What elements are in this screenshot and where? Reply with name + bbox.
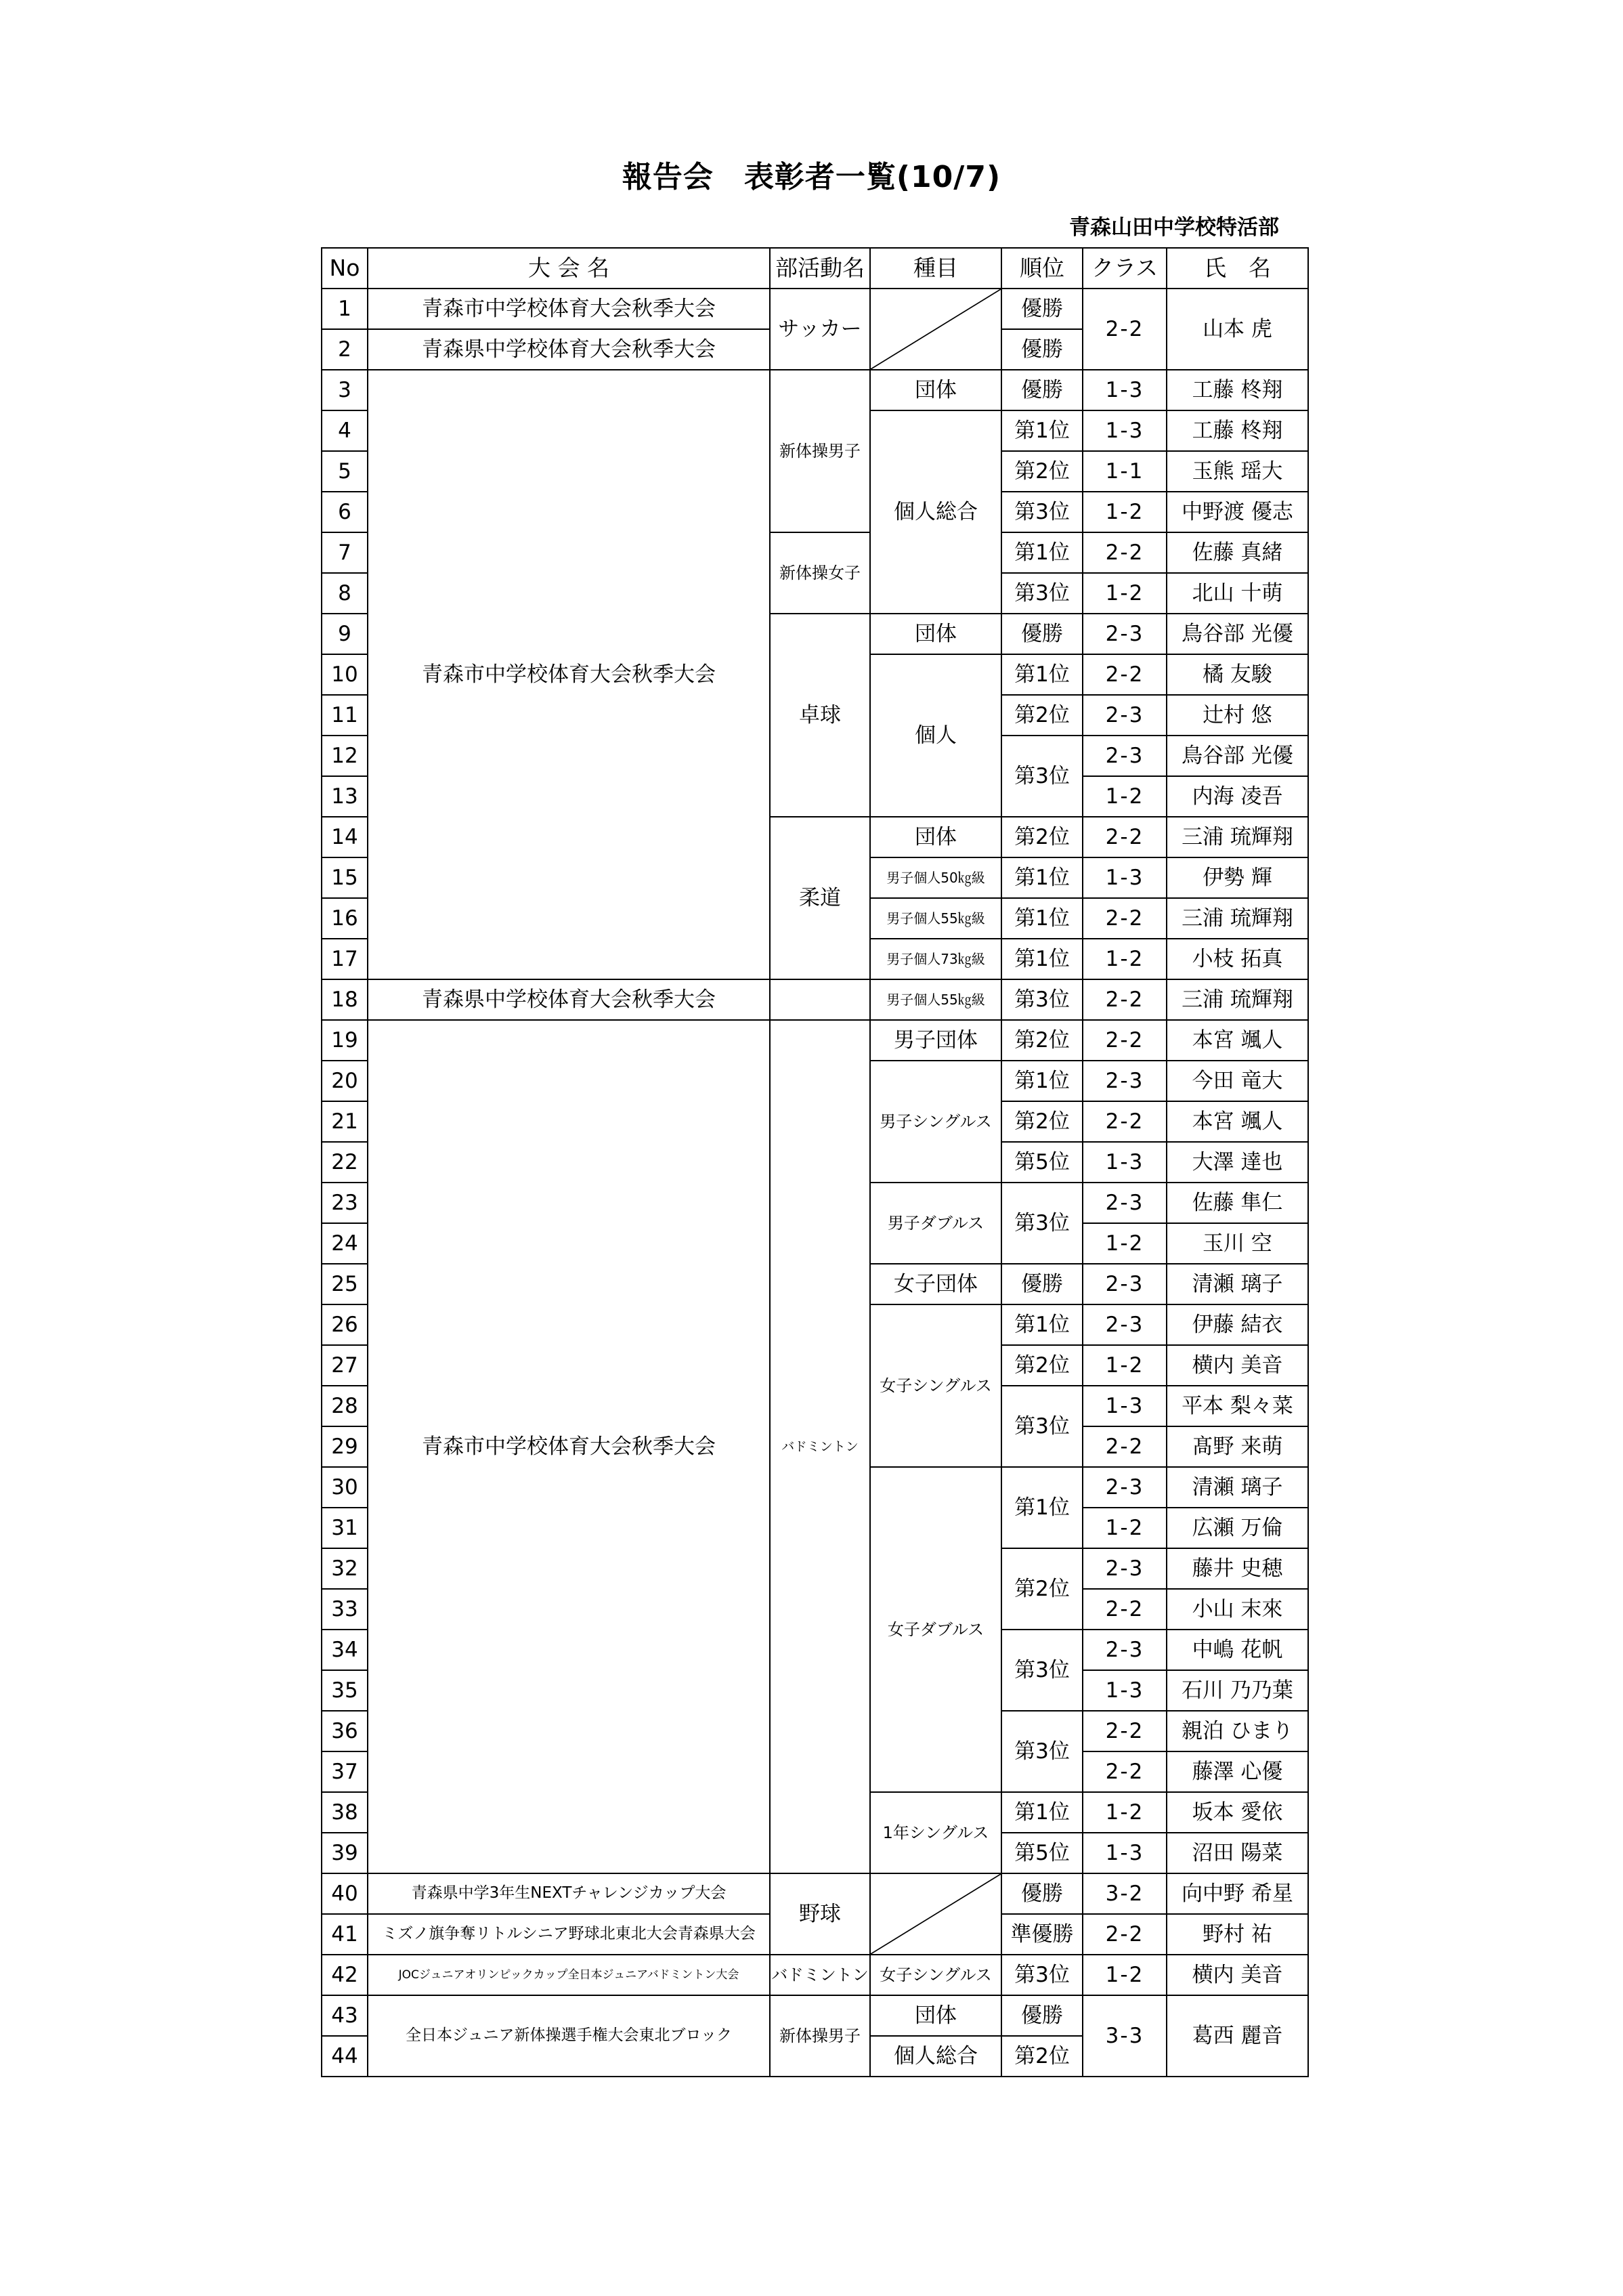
row-number: 25 xyxy=(322,1264,368,1304)
student-name: 向中野 希星 xyxy=(1167,1873,1308,1914)
class: 2-2 xyxy=(1083,1751,1167,1792)
row-number: 13 xyxy=(322,776,368,817)
header-competition: 大 会 名 xyxy=(368,248,770,289)
student-name: 野村 祐 xyxy=(1167,1914,1308,1955)
rank: 第2位 xyxy=(1001,1548,1083,1630)
student-name: 清瀬 璃子 xyxy=(1167,1264,1308,1304)
row-number: 26 xyxy=(322,1304,368,1345)
rank: 第2位 xyxy=(1001,1020,1083,1061)
header-club: 部活動名 xyxy=(770,248,870,289)
student-name: 工藤 柊翔 xyxy=(1167,370,1308,410)
row-number: 43 xyxy=(322,1995,368,2036)
row-number: 7 xyxy=(322,532,368,573)
row-number: 44 xyxy=(322,2036,368,2077)
class: 1-3 xyxy=(1083,1670,1167,1711)
rank: 準優勝 xyxy=(1001,1914,1083,1955)
class: 2-2 xyxy=(1083,289,1167,370)
student-name: 辻村 悠 xyxy=(1167,695,1308,736)
class: 2-3 xyxy=(1083,1304,1167,1345)
club-name: サッカー xyxy=(770,289,870,370)
event-name: 団体 xyxy=(870,1995,1001,2036)
table-row xyxy=(322,979,1308,1020)
row-number: 5 xyxy=(322,451,368,492)
class: 2-3 xyxy=(1083,1548,1167,1589)
student-name: 広瀬 万倫 xyxy=(1167,1508,1308,1548)
row-number: 14 xyxy=(322,817,368,857)
student-name: 伊藤 結衣 xyxy=(1167,1304,1308,1345)
event-name: 個人 xyxy=(870,654,1001,817)
header-row xyxy=(322,248,1308,289)
table-row xyxy=(322,289,1308,329)
class: 2-3 xyxy=(1083,614,1167,654)
rank: 優勝 xyxy=(1001,1995,1083,2036)
student-name: 玉熊 瑶大 xyxy=(1167,451,1308,492)
club-name: 新体操女子 xyxy=(770,532,870,614)
student-name: 小山 末來 xyxy=(1167,1589,1308,1630)
page-title: 報告会 表彰者一覧(10/7) xyxy=(622,160,1001,194)
event-name: 団体 xyxy=(870,817,1001,857)
class: 2-2 xyxy=(1083,1589,1167,1630)
class: 1-3 xyxy=(1083,857,1167,898)
class: 1-2 xyxy=(1083,1955,1167,1995)
rank: 第1位 xyxy=(1001,1467,1083,1548)
row-number: 28 xyxy=(322,1386,368,1426)
class: 2-2 xyxy=(1083,1914,1167,1955)
class: 1-2 xyxy=(1083,573,1167,614)
competition-name: 全日本ジュニア新体操選手権大会東北ブロック xyxy=(368,1995,770,2077)
class: 1-2 xyxy=(1083,1345,1167,1386)
club-name: 新体操男子 xyxy=(770,1995,870,2077)
club-name: 卓球 xyxy=(770,614,870,817)
student-name: 北山 十萌 xyxy=(1167,573,1308,614)
rank: 優勝 xyxy=(1001,1873,1083,1914)
event-name: 女子団体 xyxy=(870,1264,1001,1304)
table-row xyxy=(322,1955,1308,1995)
student-name: 髙野 来萌 xyxy=(1167,1426,1308,1467)
event-name: 男子ダブルス xyxy=(870,1183,1001,1264)
diagonal-slash xyxy=(871,1874,1001,1954)
rank: 第1位 xyxy=(1001,1061,1083,1101)
header-rank: 順位 xyxy=(1001,248,1083,289)
row-number: 42 xyxy=(322,1955,368,1995)
rank: 優勝 xyxy=(1001,289,1083,329)
rank: 第3位 xyxy=(1001,1630,1083,1711)
event-name: 女子シングルス xyxy=(870,1304,1001,1467)
student-name: 藤澤 心優 xyxy=(1167,1751,1308,1792)
class: 2-3 xyxy=(1083,1630,1167,1670)
student-name: 三浦 琉輝翔 xyxy=(1167,898,1308,939)
awards-table xyxy=(321,247,1309,2077)
student-name: 橘 友駿 xyxy=(1167,654,1308,695)
club-name: バドミントン xyxy=(770,1955,870,1995)
class: 3-3 xyxy=(1083,1995,1167,2077)
class: 2-3 xyxy=(1083,1467,1167,1508)
class: 3-2 xyxy=(1083,1873,1167,1914)
event-name: 団体 xyxy=(870,370,1001,410)
row-number: 19 xyxy=(322,1020,368,1061)
student-name: 大澤 達也 xyxy=(1167,1142,1308,1183)
rank: 第1位 xyxy=(1001,532,1083,573)
row-number: 6 xyxy=(322,492,368,532)
rank: 第1位 xyxy=(1001,1304,1083,1345)
club-name: バドミントン xyxy=(770,1020,870,1873)
rank: 第1位 xyxy=(1001,654,1083,695)
row-number: 1 xyxy=(322,289,368,329)
student-name: 伊勢 輝 xyxy=(1167,857,1308,898)
row-number: 2 xyxy=(322,329,368,370)
event-none-slash xyxy=(870,289,1001,370)
student-name: 沼田 陽菜 xyxy=(1167,1833,1308,1873)
event-name: 男子団体 xyxy=(870,1020,1001,1061)
event-name: 男子個人55㎏級 xyxy=(870,898,1001,939)
class: 1-2 xyxy=(1083,939,1167,979)
class: 2-3 xyxy=(1083,1183,1167,1223)
table-row xyxy=(322,370,1308,410)
rank: 第1位 xyxy=(1001,939,1083,979)
class: 2-3 xyxy=(1083,1061,1167,1101)
header-class: クラス xyxy=(1083,248,1167,289)
rank: 第1位 xyxy=(1001,857,1083,898)
class: 2-2 xyxy=(1083,817,1167,857)
rank: 優勝 xyxy=(1001,329,1083,370)
row-number: 41 xyxy=(322,1914,368,1955)
rank: 第5位 xyxy=(1001,1833,1083,1873)
class: 2-2 xyxy=(1083,532,1167,573)
student-name: 中野渡 優志 xyxy=(1167,492,1308,532)
row-number: 18 xyxy=(322,979,368,1020)
club-name: 新体操男子 xyxy=(770,370,870,532)
row-number: 36 xyxy=(322,1711,368,1751)
club-name: 柔道 xyxy=(770,817,870,979)
event-name: 女子ダブルス xyxy=(870,1467,1001,1792)
class: 1-2 xyxy=(1083,1508,1167,1548)
class: 2-2 xyxy=(1083,979,1167,1020)
event-name: 1年シングルス xyxy=(870,1792,1001,1873)
competition-name: 青森市中学校体育大会秋季大会 xyxy=(368,1020,770,1873)
row-number: 16 xyxy=(322,898,368,939)
diagonal-slash xyxy=(871,289,1001,369)
header-name: 氏 名 xyxy=(1167,248,1308,289)
club-name: 野球 xyxy=(770,1873,870,1955)
rank: 優勝 xyxy=(1001,370,1083,410)
student-name: 今田 竜大 xyxy=(1167,1061,1308,1101)
class: 2-3 xyxy=(1083,1264,1167,1304)
row-number: 22 xyxy=(322,1142,368,1183)
rank: 第2位 xyxy=(1001,695,1083,736)
rank: 第3位 xyxy=(1001,979,1083,1020)
rank: 第3位 xyxy=(1001,736,1083,817)
student-name: 横内 美音 xyxy=(1167,1955,1308,1995)
event-name: 個人総合 xyxy=(870,410,1001,614)
student-name: 三浦 琉輝翔 xyxy=(1167,817,1308,857)
rank: 優勝 xyxy=(1001,1264,1083,1304)
row-number: 4 xyxy=(322,410,368,451)
student-name: 親泊 ひまり xyxy=(1167,1711,1308,1751)
class: 1-3 xyxy=(1083,1386,1167,1426)
rank: 第3位 xyxy=(1001,1955,1083,1995)
event-name: 個人総合 xyxy=(870,2036,1001,2077)
class: 2-3 xyxy=(1083,736,1167,776)
rank: 第3位 xyxy=(1001,1386,1083,1467)
row-number: 11 xyxy=(322,695,368,736)
row-number: 39 xyxy=(322,1833,368,1873)
event-name: 団体 xyxy=(870,614,1001,654)
class: 2-3 xyxy=(1083,695,1167,736)
rank: 第1位 xyxy=(1001,898,1083,939)
class: 1-2 xyxy=(1083,492,1167,532)
class: 2-2 xyxy=(1083,654,1167,695)
row-number: 23 xyxy=(322,1183,368,1223)
class: 1-3 xyxy=(1083,1142,1167,1183)
event-name: 男子個人73㎏級 xyxy=(870,939,1001,979)
row-number: 21 xyxy=(322,1101,368,1142)
class: 2-2 xyxy=(1083,1020,1167,1061)
header-event: 種目 xyxy=(870,248,1001,289)
row-number: 32 xyxy=(322,1548,368,1589)
row-number: 31 xyxy=(322,1508,368,1548)
rank: 第3位 xyxy=(1001,1711,1083,1792)
student-name: 本宮 颯人 xyxy=(1167,1020,1308,1061)
table-row xyxy=(322,1873,1308,1914)
class: 2-2 xyxy=(1083,1426,1167,1467)
competition-name: 青森市中学校体育大会秋季大会 xyxy=(368,289,770,329)
class: 1-3 xyxy=(1083,410,1167,451)
row-number: 12 xyxy=(322,736,368,776)
class: 1-3 xyxy=(1083,370,1167,410)
rank: 第3位 xyxy=(1001,1183,1083,1264)
row-number: 17 xyxy=(322,939,368,979)
row-number: 38 xyxy=(322,1792,368,1833)
rank: 第5位 xyxy=(1001,1142,1083,1183)
row-number: 15 xyxy=(322,857,368,898)
rank: 第3位 xyxy=(1001,573,1083,614)
rank: 優勝 xyxy=(1001,614,1083,654)
student-name: 横内 美音 xyxy=(1167,1345,1308,1386)
rank: 第1位 xyxy=(1001,410,1083,451)
rank: 第3位 xyxy=(1001,492,1083,532)
event-none-slash xyxy=(870,1873,1001,1955)
student-name: 三浦 琉輝翔 xyxy=(1167,979,1308,1020)
row-number: 33 xyxy=(322,1589,368,1630)
competition-name: ミズノ旗争奪リトルシニア野球北東北大会青森県大会 xyxy=(368,1914,770,1955)
row-number: 27 xyxy=(322,1345,368,1386)
student-name: 鳥谷部 光優 xyxy=(1167,614,1308,654)
class: 2-2 xyxy=(1083,1711,1167,1751)
student-name: 本宮 颯人 xyxy=(1167,1101,1308,1142)
student-name: 工藤 柊翔 xyxy=(1167,410,1308,451)
event-name: 男子シングルス xyxy=(870,1061,1001,1183)
student-name: 石川 乃乃葉 xyxy=(1167,1670,1308,1711)
competition-name: 青森市中学校体育大会秋季大会 xyxy=(368,370,770,979)
row-number: 40 xyxy=(322,1873,368,1914)
student-name: 藤井 史穂 xyxy=(1167,1548,1308,1589)
class: 1-2 xyxy=(1083,1792,1167,1833)
event-name: 男子個人55㎏級 xyxy=(870,979,1001,1020)
student-name: 玉川 空 xyxy=(1167,1223,1308,1264)
row-number: 20 xyxy=(322,1061,368,1101)
class: 1-2 xyxy=(1083,1223,1167,1264)
row-number: 10 xyxy=(322,654,368,695)
table-row xyxy=(322,1020,1308,1061)
row-number: 29 xyxy=(322,1426,368,1467)
student-name: 清瀬 璃子 xyxy=(1167,1467,1308,1508)
competition-name: 青森県中学3年生NEXTチャレンジカップ大会 xyxy=(368,1873,770,1914)
row-number: 34 xyxy=(322,1630,368,1670)
rank: 第2位 xyxy=(1001,817,1083,857)
student-name: 葛西 麗音 xyxy=(1167,1995,1308,2077)
student-name: 中嶋 花帆 xyxy=(1167,1630,1308,1670)
competition-name: 青森県中学校体育大会秋季大会 xyxy=(368,329,770,370)
rank: 第1位 xyxy=(1001,1792,1083,1833)
row-number: 3 xyxy=(322,370,368,410)
student-name: 佐藤 隼仁 xyxy=(1167,1183,1308,1223)
class: 1-3 xyxy=(1083,1833,1167,1873)
rank: 第2位 xyxy=(1001,451,1083,492)
table-row xyxy=(322,1995,1308,2036)
student-name: 小枝 拓真 xyxy=(1167,939,1308,979)
class: 2-2 xyxy=(1083,1101,1167,1142)
club-name-empty xyxy=(770,979,870,1020)
student-name: 佐藤 真緒 xyxy=(1167,532,1308,573)
school-name: 青森山田中学校特活部 xyxy=(1069,215,1279,240)
row-number: 9 xyxy=(322,614,368,654)
rank: 第2位 xyxy=(1001,2036,1083,2077)
row-number: 8 xyxy=(322,573,368,614)
rank: 第2位 xyxy=(1001,1345,1083,1386)
student-name: 平本 梨々菜 xyxy=(1167,1386,1308,1426)
competition-name: 青森県中学校体育大会秋季大会 xyxy=(368,979,770,1020)
row-number: 24 xyxy=(322,1223,368,1264)
class: 1-1 xyxy=(1083,451,1167,492)
class: 2-2 xyxy=(1083,898,1167,939)
row-number: 35 xyxy=(322,1670,368,1711)
competition-name: JOCジュニアオリンピックカップ全日本ジュニアバドミントン大会 xyxy=(368,1955,770,1995)
student-name: 坂本 愛依 xyxy=(1167,1792,1308,1833)
event-name: 男子個人50㎏級 xyxy=(870,857,1001,898)
student-name: 鳥谷部 光優 xyxy=(1167,736,1308,776)
class: 1-2 xyxy=(1083,776,1167,817)
row-number: 30 xyxy=(322,1467,368,1508)
row-number: 37 xyxy=(322,1751,368,1792)
student-name: 内海 凌吾 xyxy=(1167,776,1308,817)
student-name: 山本 虎 xyxy=(1167,289,1308,370)
header-no: No xyxy=(322,248,368,289)
event-name: 女子シングルス xyxy=(870,1955,1001,1995)
rank: 第2位 xyxy=(1001,1101,1083,1142)
